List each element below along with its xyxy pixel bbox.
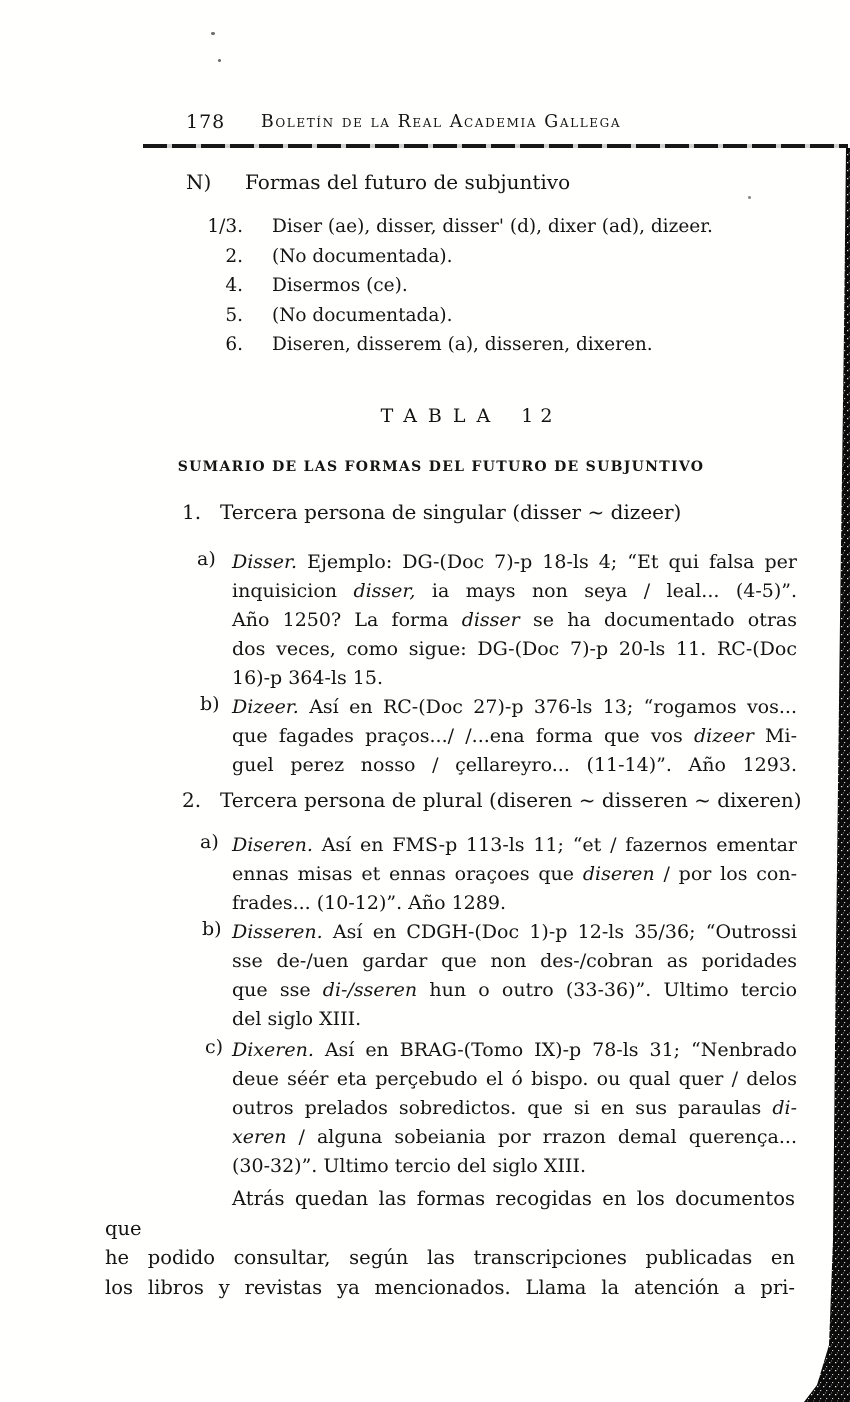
sub-entry-label: b) bbox=[202, 918, 222, 940]
text-line: que sse di-/sseren hun o outro (33-36)”. Ultimo tercio bbox=[232, 979, 798, 1001]
closing-paragraph bbox=[105, 1184, 795, 1302]
sub-entry-text bbox=[232, 918, 797, 1034]
list-item-text: Diser (ae), disser, disser' (d), dixer (ad), dizeer. bbox=[272, 216, 713, 237]
tabla-subtitle: SUMARIO DE LAS FORMAS DEL FUTURO DE SUBJUNTIVO bbox=[177, 459, 705, 475]
text-line: outros prelados sobredictos. que si en sus paraulas di- bbox=[232, 1097, 797, 1119]
entry-heading-text: Tercera persona de singular (disser ~ dizeer) bbox=[220, 500, 682, 524]
scan-speck bbox=[211, 32, 215, 35]
list-item-text: Diseren, disserem (a), disseren, dixeren. bbox=[272, 334, 653, 356]
text-line: inquisicion disser, ia mays non seya / leal... (4-5)”. bbox=[232, 580, 797, 602]
journal-title: Boletín de la Real Academia Gallega bbox=[260, 112, 622, 132]
list-item bbox=[143, 301, 713, 331]
text-line: Atrás quedan las formas recogidas en los documentos que bbox=[105, 1187, 795, 1240]
text-line: dos veces, como sigue: DG-(Doc 7)-p 20-ls 11. RC-(Doc bbox=[232, 638, 797, 660]
section-n-heading bbox=[186, 170, 570, 194]
section-n-title: Formas del futuro de subjuntivo bbox=[245, 170, 571, 194]
list-item bbox=[143, 212, 713, 242]
text-line: Dizeer. Así en RC-(Doc 27)-p 376-ls 13; “rogamos vos... bbox=[232, 696, 797, 718]
list-item bbox=[143, 271, 713, 301]
list-item-number: 2. bbox=[225, 245, 243, 267]
section-n-label: N) bbox=[186, 170, 212, 194]
text-line: Dixeren. Así en BRAG-(Tomo IX)-p 78-ls 31; “Nenbrado bbox=[232, 1039, 797, 1061]
text-line: Diseren. Así en FMS-p 113-ls 11; “et / fazernos ementar bbox=[232, 834, 797, 856]
tabla-number: 12 bbox=[521, 405, 560, 427]
text-line: que fagades praços.../ /...ena forma que vos dizeer Mi- bbox=[232, 725, 797, 747]
text-line: los libros y revistas ya mencionados. Llama la atención a pri- bbox=[105, 1275, 795, 1299]
list-item-text: Disermos (ce). bbox=[272, 275, 408, 297]
binding-shadow-shape bbox=[804, 148, 850, 1402]
scan-speck bbox=[748, 196, 751, 199]
text-line: Año 1250? La forma disser se ha documentado otras bbox=[232, 609, 797, 631]
list-item-text: (No documentada). bbox=[272, 304, 453, 326]
sub-entry-text bbox=[232, 1036, 797, 1181]
entry-number: 1. bbox=[182, 500, 202, 524]
text-line: Disser. Ejemplo: DG-(Doc 7)-p 18-ls 4; “Et qui falsa per bbox=[232, 551, 797, 573]
header-rule bbox=[143, 144, 848, 148]
scan-speck bbox=[218, 59, 221, 62]
text-line: (30-32)”. Ultimo tercio del siglo XIII. bbox=[232, 1155, 586, 1177]
list-item-number: 5. bbox=[225, 304, 243, 326]
text-line: xeren / alguna sobeiania por rrazon demal querença... bbox=[232, 1126, 797, 1148]
text-line: he podido consultar, según las transcripciones publicadas en bbox=[105, 1246, 795, 1269]
text-line: frades... (10-12)”. Año 1289. bbox=[232, 892, 506, 914]
page-number: 178 bbox=[186, 111, 226, 133]
text-line: sse de-/uen gardar que non des-/cobran as poridades bbox=[232, 950, 797, 972]
verb-form-list bbox=[143, 212, 713, 360]
entry-heading bbox=[182, 500, 681, 524]
sub-entry-text bbox=[232, 831, 797, 918]
tabla-label: TABLA bbox=[380, 405, 502, 427]
list-item-number: 1/3. bbox=[207, 216, 243, 237]
tabla-title bbox=[143, 405, 797, 427]
entry-heading bbox=[182, 788, 802, 812]
sub-entry-label: a) bbox=[200, 831, 219, 853]
sub-entry-label: c) bbox=[205, 1036, 224, 1058]
entry-heading-text: Tercera persona de plural (diseren ~ disseren ~ dixeren) bbox=[220, 788, 802, 812]
text-line: del siglo XIII. bbox=[232, 1008, 362, 1030]
list-item-text: (No documentada). bbox=[272, 245, 453, 267]
text-line: Disseren. Así en CDGH-(Doc 1)-p 12-ls 35/36; “Outrossi bbox=[232, 921, 797, 943]
list-item bbox=[143, 242, 713, 272]
list-item-number: 6. bbox=[225, 334, 243, 356]
sub-entry-text bbox=[232, 693, 797, 780]
text-line: guel perez nosso / çellareyro... (11-14)”. Año 1293. bbox=[232, 754, 797, 776]
sub-entry-text bbox=[232, 548, 797, 693]
list-item-number: 4. bbox=[225, 275, 243, 297]
entry-number: 2. bbox=[182, 788, 202, 812]
text-line: deue séér eta perçebudo el ó bispo. ou qual quer / delos bbox=[232, 1068, 797, 1090]
list-item bbox=[143, 330, 713, 360]
sub-entry-label: b) bbox=[200, 693, 220, 715]
sub-entry-label: a) bbox=[197, 548, 216, 570]
text-line: ennas misas et ennas oraçoes que diseren / por los con- bbox=[232, 863, 797, 885]
text-line: 16)-p 364-ls 15. bbox=[232, 667, 383, 689]
